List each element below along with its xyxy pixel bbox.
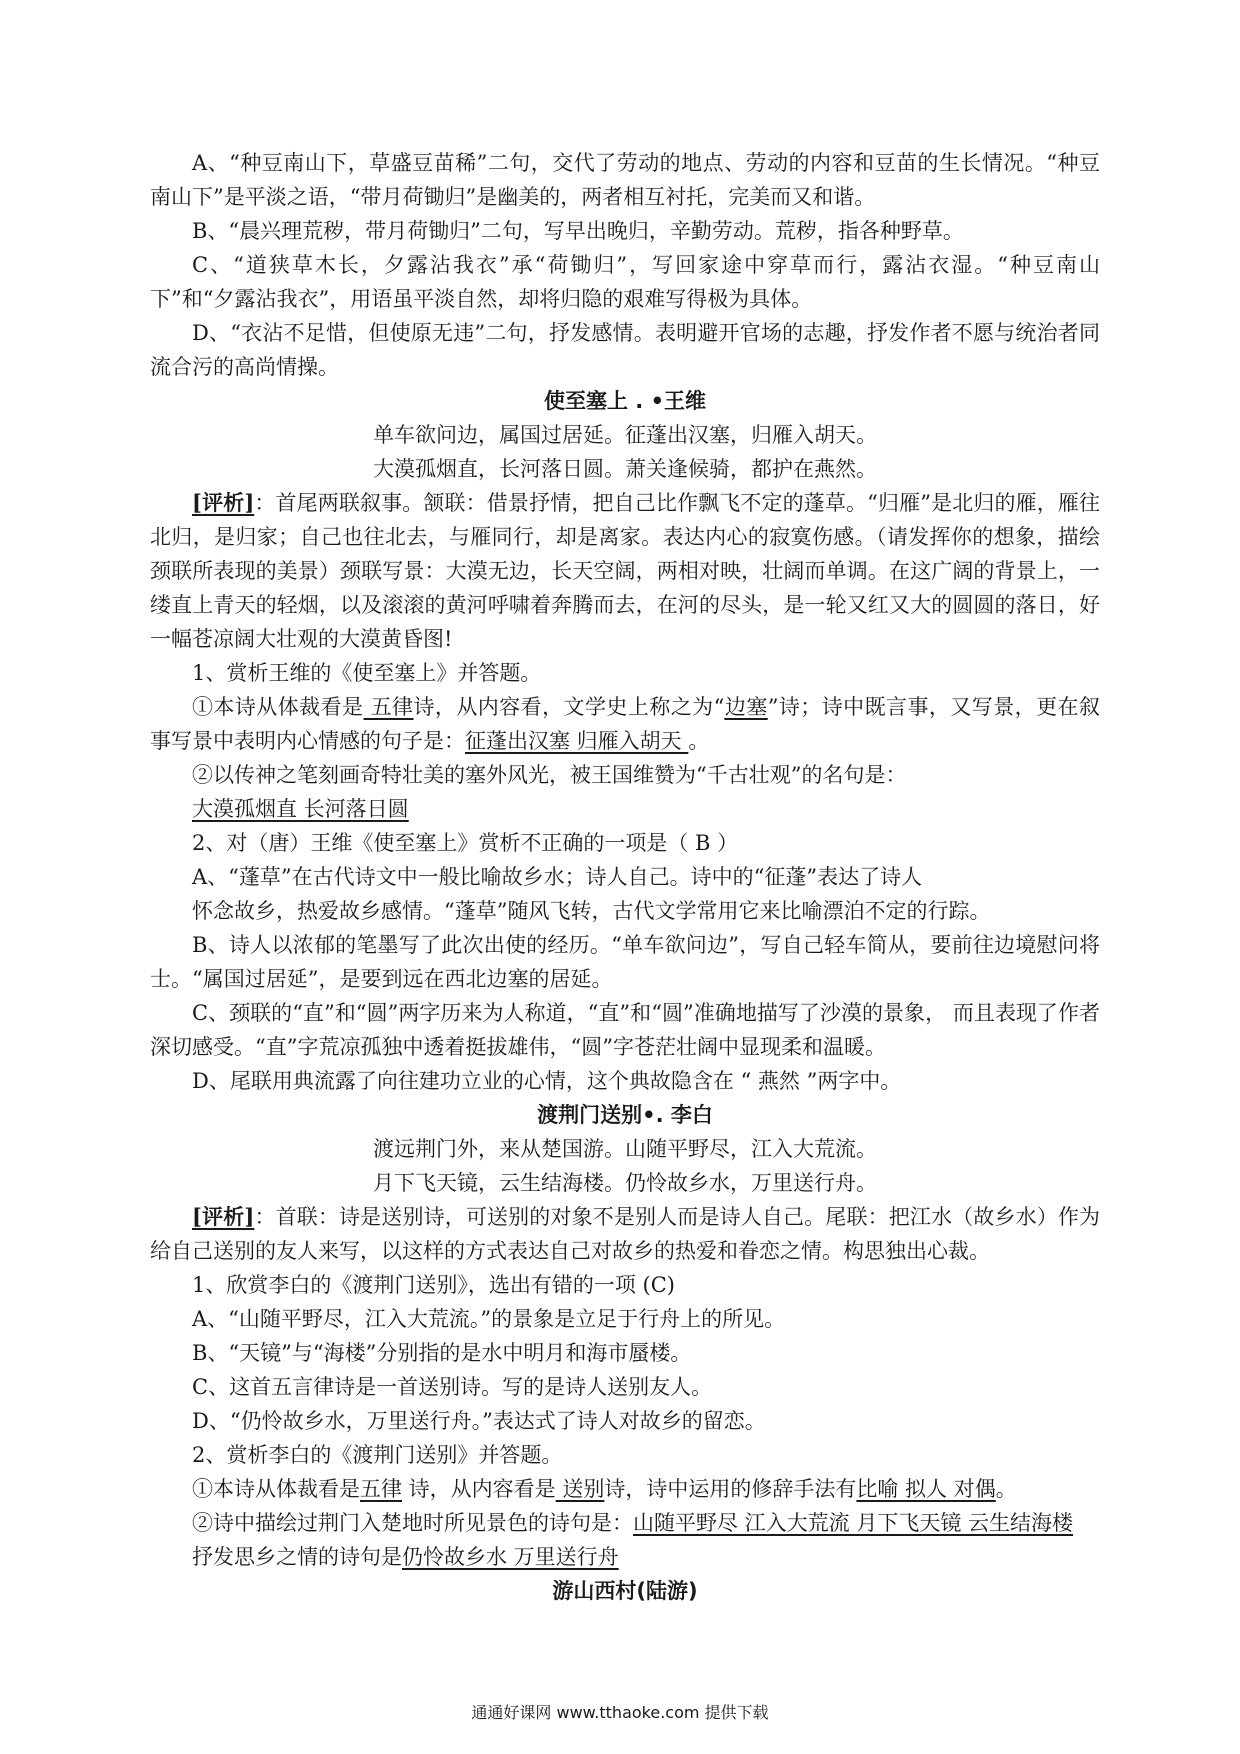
q-text: 抒发思乡之情的诗句是 bbox=[192, 1545, 402, 1569]
option-c: C、“道狭草木长，夕露沾我衣”承“荷锄归”，写回家途中穿草而行，露沾衣湿。“种豆南山下”和“夕露沾我衣”，用语虽平淡自然，却将归隐的艰难写得极为具体。 bbox=[150, 253, 1100, 311]
question-1: 1、欣赏李白的《渡荆门送别》，选出有错的一项 (C) bbox=[192, 1273, 675, 1297]
q-text: 。 bbox=[995, 1477, 1017, 1501]
answer-blank: 大漠孤烟直 长河落日圆 bbox=[192, 797, 409, 821]
q-text: 诗，诗中运用的修辞手法有 bbox=[604, 1477, 857, 1501]
poem-title-youshanxicun: 游山西村(陆游) bbox=[552, 1579, 698, 1603]
answer-blank: 比喻 拟人 对偶 bbox=[856, 1477, 996, 1501]
answer-blank: 五律 bbox=[360, 1477, 402, 1501]
question-1-option-b: B、“天镜”与“海楼”分别指的是水中明月和海市蜃楼。 bbox=[192, 1341, 692, 1365]
question-1-option-c: C、这首五言律诗是一首送别诗。写的是诗人送别友人。 bbox=[192, 1375, 713, 1399]
analysis-text: ：首尾两联叙事。颔联：借景抒情，把自己比作飘飞不定的蓬草。“归雁”是北归的雁，雁往北归，是归家；自己也往北去，与雁同行，却是离家。表达内心的寂寞伤感。（请发挥你的想象，描绘颈联所表现的美景）颈联写景：大漠无边，长天空阔，两相对映，壮阔而单调。在这广阔的背景上，一缕直上青天的轻烟，以及滚滚的黄河呼啸着奔腾而去，在河的尽头，是一轮又红又大的圆圆的落日，好一幅苍凉阔大壮观的大漠黄昏图! bbox=[150, 491, 1101, 651]
poem-line: 渡远荆门外，来从楚国游。山随平野尽，江入大荒流。 bbox=[373, 1137, 877, 1161]
question-2b bbox=[150, 1506, 1100, 1540]
poem-title-shizhisaishang: 使至塞上 . •王维 bbox=[543, 389, 707, 413]
q-text: 诗，从内容看是 bbox=[402, 1477, 556, 1501]
question-1-option-d: D、“仍怜故乡水，万里送行舟。”表达式了诗人对故乡的留恋。 bbox=[192, 1409, 766, 1433]
analysis-paragraph bbox=[150, 1200, 1100, 1268]
q-text: ②诗中描绘过荆门入楚地时所见景色的诗句是： bbox=[192, 1511, 633, 1535]
answer-blank: 送别 bbox=[555, 1477, 605, 1501]
q-text: 诗，从内容看，文学史上称之为“ bbox=[413, 695, 725, 719]
question-2-option-a-cont: 怀念故乡，热爱故乡感情。“蓬草”随风飞转，古代文学常用它来比喻漂泊不定的行踪。 bbox=[192, 899, 991, 923]
question-2-option-b: B、诗人以浓郁的笔墨写了此次出使的经历。“单车欲问边”，写自己轻车简从，要前往边境慰问将士。“属国过居延”，是要到远在西北边塞的居延。 bbox=[150, 933, 1100, 991]
question-2-option-d: D、尾联用典流露了向往建功立业的心情，这个典故隐含在 “ 燕然 ”两字中。 bbox=[192, 1069, 902, 1093]
poem-line: 大漠孤烟直，长河落日圆。萧关逢候骑，都护在燕然。 bbox=[373, 457, 877, 481]
question-1b-answer bbox=[150, 792, 1100, 826]
q-text: 。 bbox=[688, 729, 710, 753]
option-a: A、“种豆南山下，草盛豆苗稀”二句，交代了劳动的地点、劳动的内容和豆苗的生长情况。“种豆南山下”是平淡之语，“带月荷锄归”是幽美的，两者相互衬托，完美而又和谐。 bbox=[150, 151, 1100, 209]
analysis-tag: [评析] bbox=[192, 490, 255, 515]
page-footer: 通通好课网 www.tthaoke.com 提供下载 bbox=[471, 1703, 769, 1722]
question-1a bbox=[150, 690, 1100, 758]
answer-blank: 边塞 bbox=[724, 695, 768, 719]
question-2-option-c: C、颈联的“直”和“圆”两字历来为人称道，“直”和“圆”准确地描写了沙漠的景象， 而且表现了作者深切感受。“直”字荒凉孤独中透着挺拔雄伟，“圆”字苍茫壮阔中显现柔和温暖。 bbox=[150, 1001, 1100, 1059]
question-2-option-a: A、“蓬草”在古代诗文中一般比喻故乡水；诗人自己。诗中的“征蓬”表达了诗人 bbox=[192, 865, 923, 889]
q-text: ①本诗从体裁看是 bbox=[192, 695, 364, 719]
option-d: D、“衣沾不足惜，但使原无违”二句，抒发感情。表明避开官场的志趣，抒发作者不愿与统治者同流合污的高尚情操。 bbox=[150, 321, 1100, 379]
question-1-option-a: A、“山随平野尽，江入大荒流。”的景象是立足于行舟上的所见。 bbox=[192, 1307, 786, 1331]
document-body bbox=[150, 146, 1100, 1608]
question-1b: ②以传神之笔刻画奇特壮美的塞外风光，被王国维赞为“千古壮观”的名句是： bbox=[192, 763, 907, 787]
question-2: 2、对（唐）王维《使至塞上》赏析不正确的一项是（ B ） bbox=[192, 831, 739, 855]
answer-blank: 五律 bbox=[363, 695, 414, 719]
analysis-tag: [评析] bbox=[192, 1204, 255, 1229]
answer-blank: 仍怜故乡水 万里送行舟 bbox=[402, 1545, 619, 1569]
q-text: ”诗；诗中既言事，又写景，更在叙事写景中表明内心情感的句子是： bbox=[150, 695, 1100, 753]
option-b: B、“晨兴理荒秽，带月荷锄归”二句，写早出晚归，辛勤劳动。荒秽，指各种野草。 bbox=[192, 219, 964, 243]
question-2: 2、赏析李白的《渡荆门送别》并答题。 bbox=[192, 1443, 563, 1467]
question-2a bbox=[150, 1472, 1100, 1506]
poem-line: 月下飞天镜，云生结海楼。仍怜故乡水，万里送行舟。 bbox=[373, 1171, 877, 1195]
answer-blank: 征蓬出汉塞 归雁入胡天 bbox=[465, 729, 689, 753]
answer-blank: 山随平野尽 江入大荒流 月下飞天镜 云生结海楼 bbox=[633, 1511, 1074, 1535]
analysis-paragraph bbox=[150, 486, 1100, 656]
q-text: ①本诗从体裁看是 bbox=[192, 1477, 360, 1501]
poem-line: 单车欲问边，属国过居延。征蓬出汉塞，归雁入胡天。 bbox=[373, 423, 877, 447]
poem-title-dujingmensongbie: 渡荆门送别•. 李白 bbox=[537, 1103, 713, 1127]
question-2c bbox=[150, 1540, 1100, 1574]
question-1: 1、赏析王维的《使至塞上》并答题。 bbox=[192, 661, 542, 685]
analysis-text: ：首联：诗是送别诗，可送别的对象不是别人而是诗人自己。尾联：把江水（故乡水）作为给自己送别的友人来写，以这样的方式表达自己对故乡的热爱和眷恋之情。构思独出心裁。 bbox=[150, 1205, 1101, 1263]
